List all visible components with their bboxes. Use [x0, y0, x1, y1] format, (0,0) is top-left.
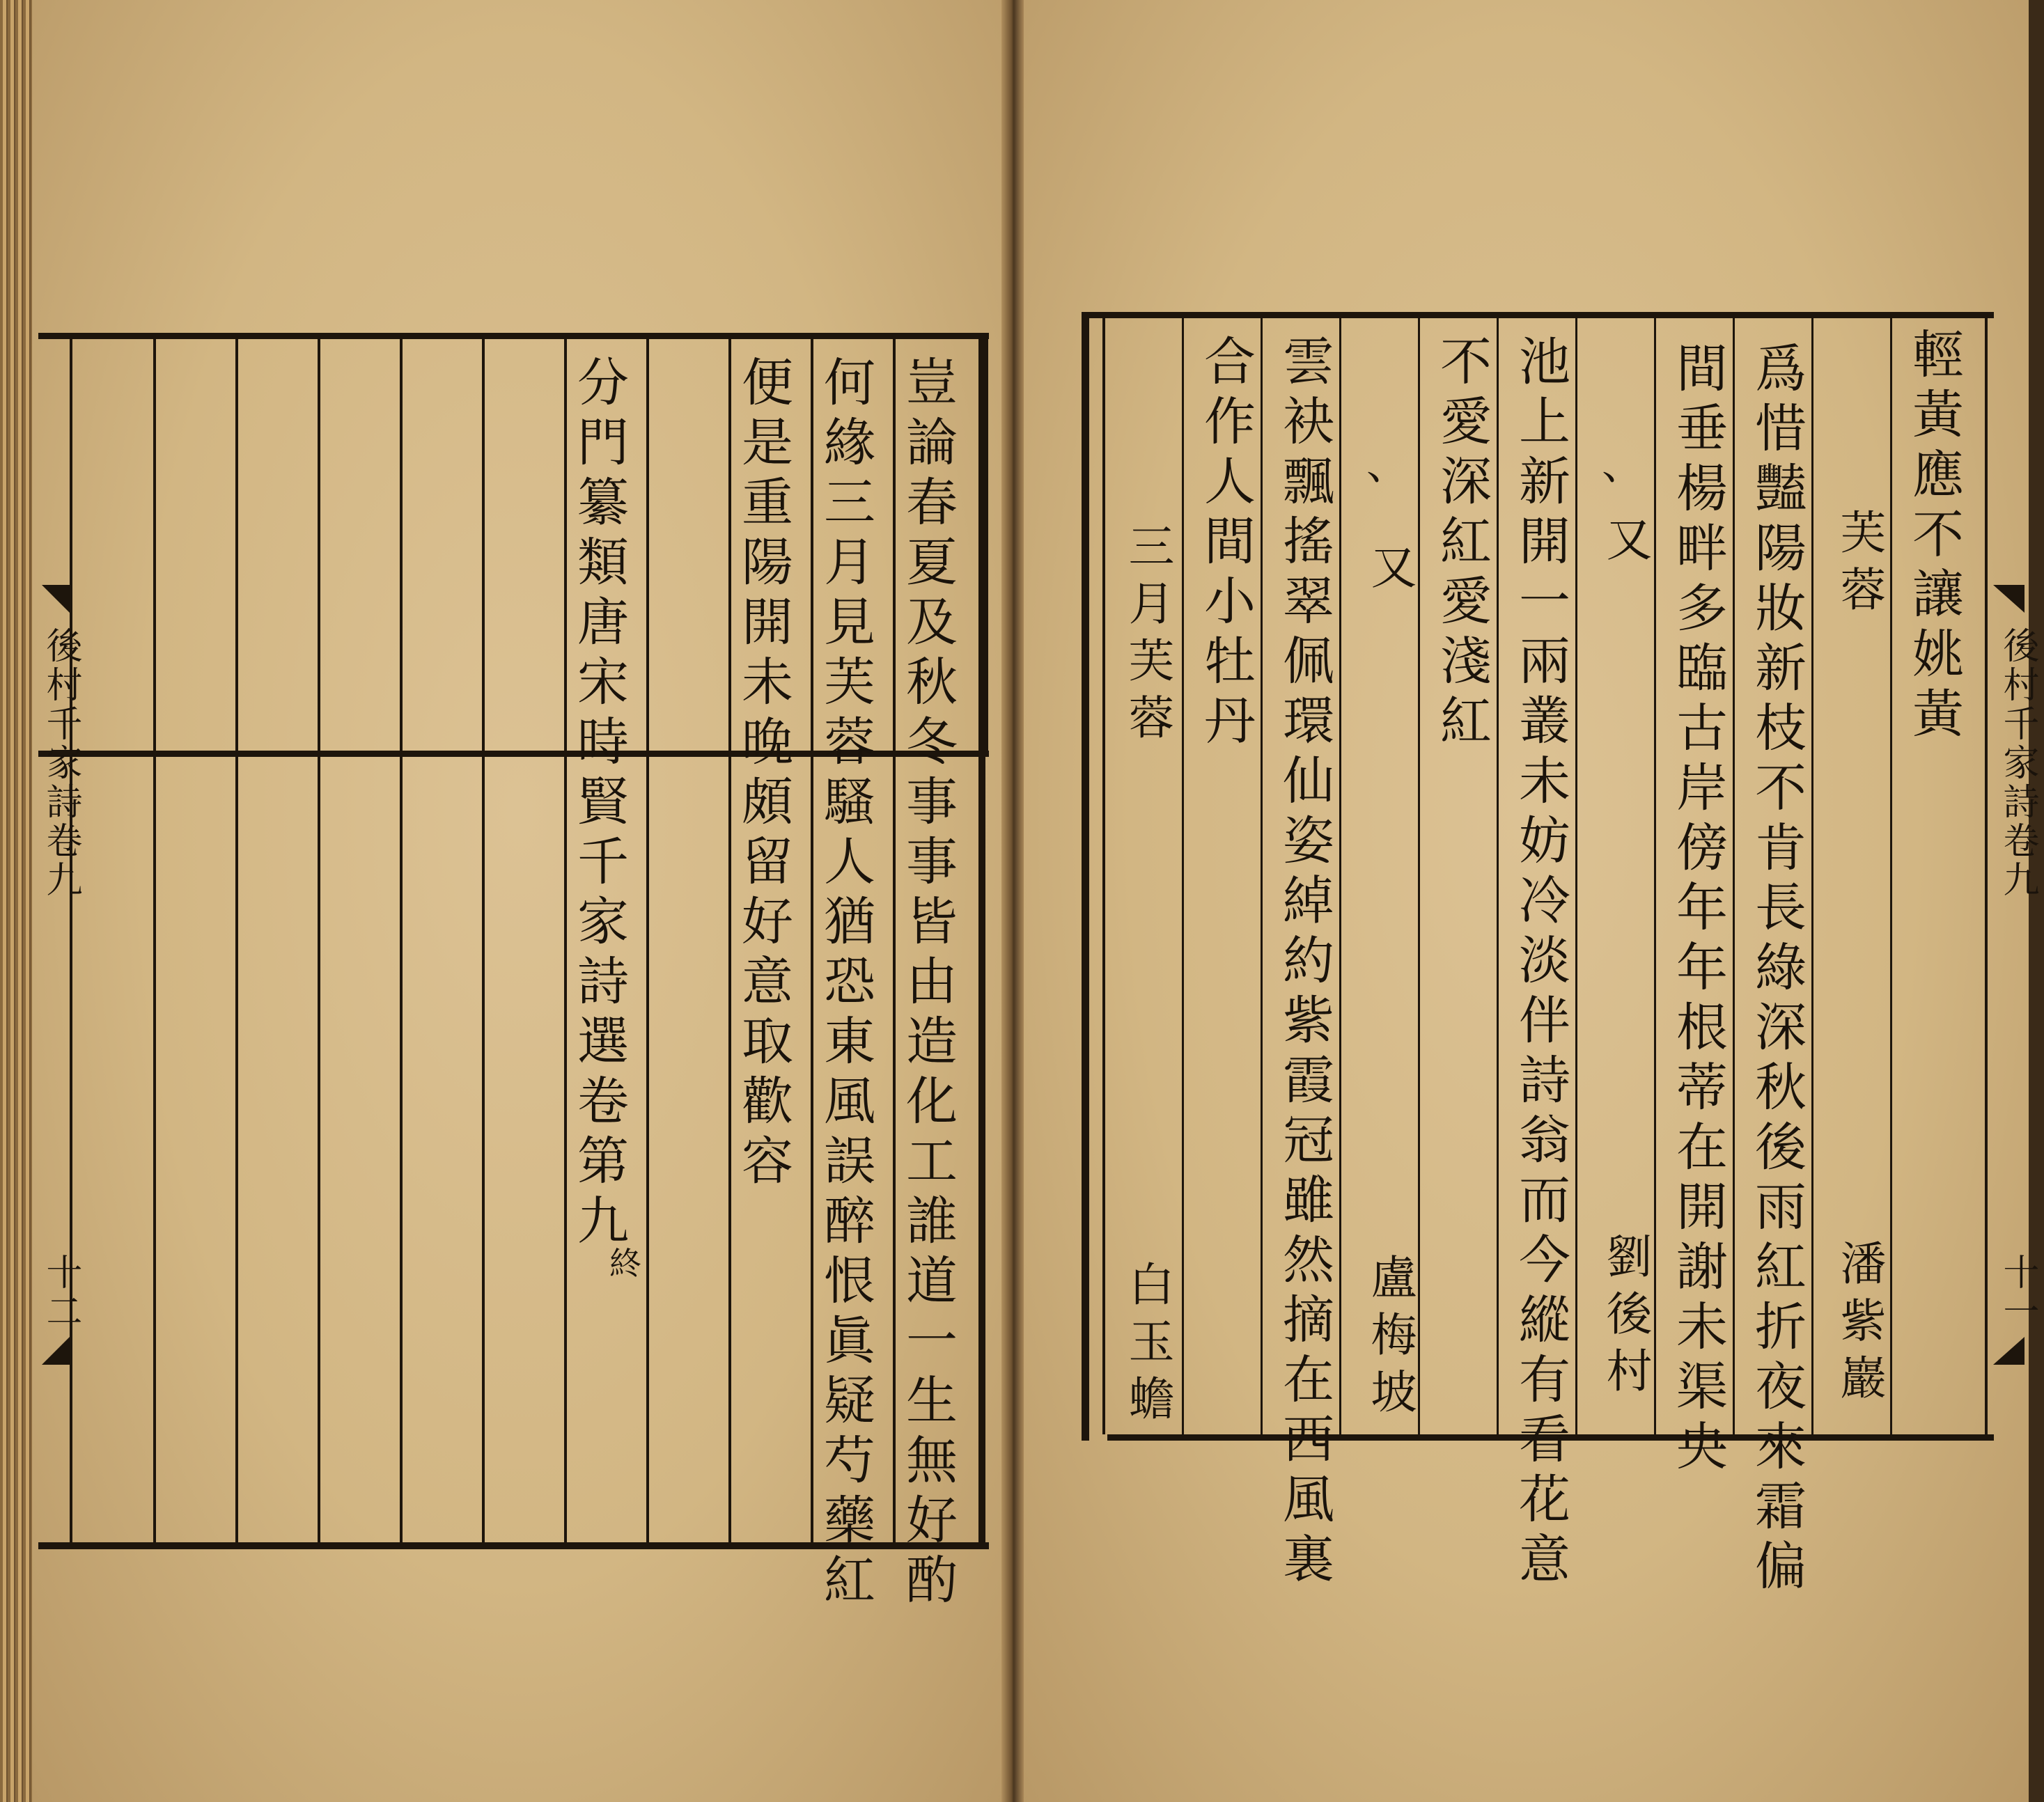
poem-title: 又 [1363, 543, 1417, 600]
fishtail-mark-top [1993, 585, 2025, 613]
margin-book-title: 後村千家詩卷九 [1997, 627, 2038, 900]
poem-author: 盧梅坡 [1363, 1253, 1417, 1425]
poem-line: 何緣三月見芙蓉騷人猶恐東風誤醉恨眞疑芍藥紅 [816, 355, 875, 1613]
section-mark: 、 [1366, 441, 1408, 489]
margin-book-title: 後村千家詩卷九 [40, 627, 81, 900]
poem-line: 雲袂飄搖翠佩環仙姿綽約紫霞冠雖然摘在西風裏 [1274, 334, 1334, 1592]
volume-colophon: 分門纂類唐宋時賢千家詩選卷第九 [569, 355, 629, 1253]
poem-title: 三月芙蓉 [1121, 522, 1174, 751]
poem-line: 不愛深紅愛淺紅 [1432, 334, 1492, 753]
poem-line: 輕黃應不讓姚黃 [1904, 327, 1964, 746]
poem-line: 池上新開一兩叢未妨冷淡伴詩翁而今縱有看花意 [1511, 334, 1570, 1592]
fishtail-mark-bottom [1993, 1337, 2025, 1365]
poem-line: 豈論春夏及秋冬事事皆由造化工誰道一生無好酌 [898, 355, 958, 1613]
poem-title: 芙蓉 [1832, 508, 1886, 622]
poem-line: 間垂楊畔多臨古岸傍年年根蒂在開謝未渠央 [1668, 341, 1728, 1479]
poem-author: 潘紫巖 [1832, 1239, 1886, 1411]
poem-author: 白玉蟾 [1121, 1260, 1174, 1432]
poem-line: 便是重陽開未晚頗留好意取歡容 [733, 355, 793, 1193]
poem-title: 又 [1598, 515, 1652, 572]
poem-author: 劉後村 [1598, 1232, 1652, 1404]
colophon-end-mark: 終 [604, 1246, 642, 1287]
section-mark: 、 [1602, 441, 1644, 489]
poem-line: 合作人間小牡丹 [1196, 334, 1256, 753]
margin-page-number: 十一 [1997, 1253, 2038, 1331]
margin-page-number: 十二 [40, 1253, 81, 1331]
poem-line: 爲惜豔陽妝新枝不肯長綠深秋後雨紅折夜來霜偏 [1747, 341, 1807, 1599]
